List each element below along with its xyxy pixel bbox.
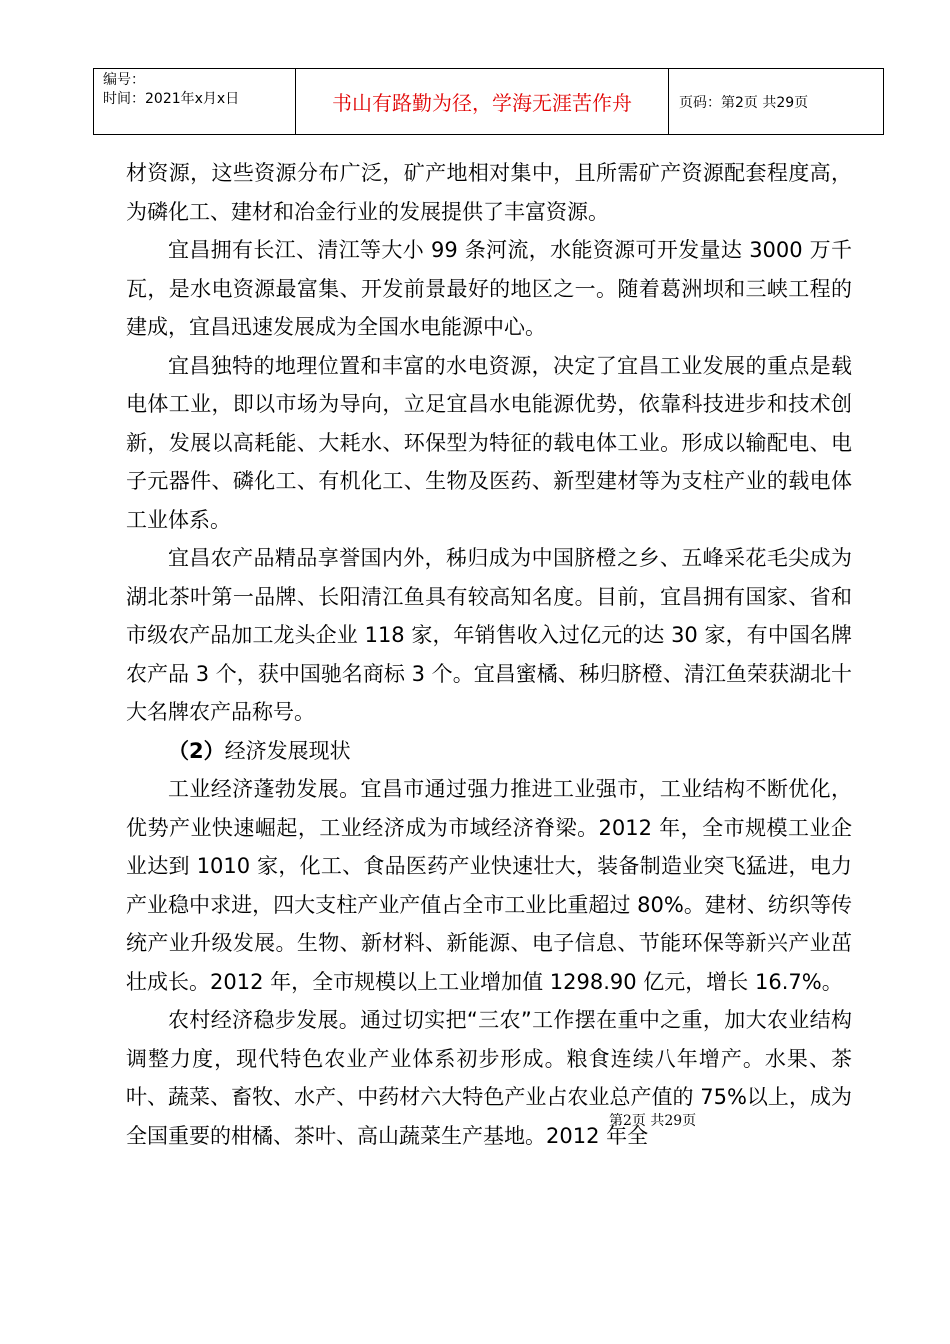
- section-heading-title: 经济发展现状: [224, 738, 351, 763]
- header-page-number: 页码：第2页 共29页: [679, 94, 809, 111]
- serial-number-label: 编号：: [103, 72, 145, 88]
- paragraph: 农村经济稳步发展。通过切实把“三农”工作摆在重中之重，加大农业结构调整力度，现代特色农业产业体系初步形成。粮食连续八年增产。水果、茶叶、蔬菜、畜牧、水产、中药材六大特色产业占农业总产值的 75%以上，成为全国重要的柑橘、茶叶、高山蔬菜生产基地。2012 年全: [126, 1008, 852, 1148]
- paragraph: 宜昌农产品精品享誉国内外，秭归成为中国脐橙之乡、五峰采花毛尖成为湖北茶叶第一品牌、长阳清江鱼具有较高知名度。目前，宜昌拥有国家、省和市级农产品加工龙头企业 118 家，年销售收入过亿元的达 30 家，有中国名牌农产品 3 个，获中国驰名商标 3 个。宜昌蜜橘、秭归脐橙、清江鱼荣获湖北十大名牌农产品称号。: [126, 546, 852, 724]
- section-heading: [126, 732, 852, 771]
- page-footer: 第2页 共29页: [609, 1113, 697, 1129]
- document-body: [126, 154, 852, 1155]
- page-header: [93, 68, 884, 135]
- header-motto: 书山有路勤为径，学海无涯苦作舟: [296, 69, 669, 134]
- header-meta-cell: [94, 69, 296, 134]
- paragraph: 宜昌拥有长江、清江等大小 99 条河流，水能资源可开发量达 3000 万千瓦，是水电资源最富集、开发前景最好的地区之一。随着葛洲坝和三峡工程的建成，宜昌迅速发展成为全国水电能源中心。: [126, 238, 852, 339]
- paragraph: 宜昌独特的地理位置和丰富的水电资源，决定了宜昌工业发展的重点是载电体工业，即以市场为导向，立足宜昌水电能源优势，依靠科技进步和技术创新，发展以高耗能、大耗水、环保型为特征的载电体工业。形成以输配电、电子元器件、磷化工、有机化工、生物及医药、新型建材等为支柱产业的载电体工业体系。: [126, 353, 852, 532]
- time-label: 时间：2021年x月x日: [103, 91, 240, 107]
- paragraph: 材资源，这些资源分布广泛，矿产地相对集中，且所需矿产资源配套程度高，为磷化工、建材和冶金行业的发展提供了丰富资源。: [126, 161, 852, 224]
- paragraph: 工业经济蓬勃发展。宜昌市通过强力推进工业强市，工业结构不断优化，优势产业快速崛起，工业经济成为市域经济脊梁。2012 年，全市规模工业企业达到 1010 家，化工、食品医药产业快速壮大，装备制造业突飞猛进，电力产业稳中求进，四大支柱产业产值占全市工业比重超过 80%。建材、纺织等传统产业升级发展。生物、新材料、新能源、电子信息、节能环保等新兴产业茁壮成长。2012 年，全市规模以上工业增加值 1298.90 亿元，增长 16.7%。: [126, 777, 852, 994]
- section-heading-number: （2）: [168, 738, 225, 763]
